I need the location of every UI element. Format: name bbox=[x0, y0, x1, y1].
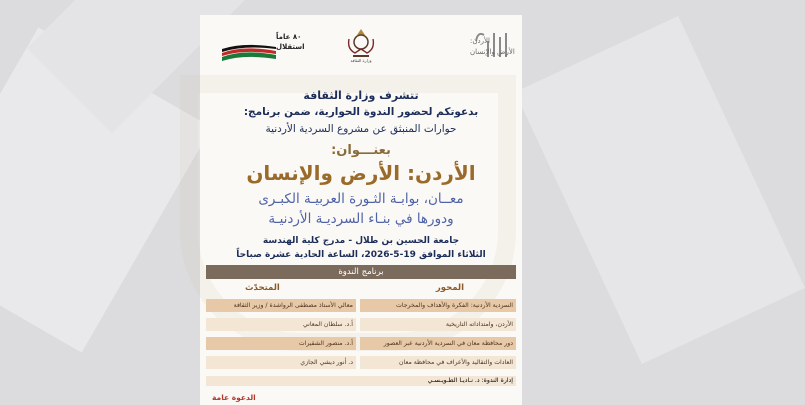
series-line: حوارات المنبثق عن مشروع السردية الأردنية bbox=[265, 123, 457, 135]
program-speaker-cell: معالي الأستاذ مصطفى الرواشدة / وزير الثقافة bbox=[206, 299, 356, 312]
program-axis-cell: السردية الأردنية: الفكرة والأهداف والمخرجات bbox=[360, 299, 516, 312]
logo-left-line1: ٨٠ عاماً bbox=[276, 33, 302, 41]
program-speaker-cell: أ.د. سلطان المعاني bbox=[206, 318, 356, 331]
speaker-column-header: المتحدّث bbox=[245, 283, 280, 293]
host-line: تتشرف وزارة الثقافة bbox=[303, 89, 419, 102]
event-datetime: الثلاثاء الموافق 19-5-2026، الساعة الحادية عشرة صباحاً bbox=[236, 250, 486, 260]
logo-left-line2: استقلال bbox=[276, 43, 305, 51]
background-shape bbox=[515, 16, 805, 364]
subtitle-line-1: معــان، بوابـة الثـورة العربيـة الكبـرى bbox=[258, 191, 464, 207]
titled-label: بعنـــوان: bbox=[331, 143, 391, 158]
moderator-row: إدارة الندوة: د. نـاديـا الطـويـسـي bbox=[206, 376, 516, 386]
emblem-caption: وزارة الثقافة bbox=[350, 58, 372, 63]
axis-column-header: المحور bbox=[435, 283, 464, 293]
program-axis-cell: العادات والتقاليد والأعراف في محافظة معان bbox=[360, 356, 516, 369]
program-axis-cell: دور محافظة معان في السردية الأردنية عبر العصور bbox=[360, 337, 516, 350]
invitation-poster bbox=[200, 15, 522, 405]
program-speaker-cell: أ.د. منصور الشقيرات bbox=[206, 337, 356, 350]
invitation-line: بدعوتكم لحضور الندوة الحوارية، ضمن برنامج: bbox=[243, 106, 479, 118]
program-axis-cell: الأردن، وامتداداته التاريخية bbox=[360, 318, 516, 331]
logo-right-line2: الأرض والإنسان bbox=[470, 48, 515, 56]
event-venue: جامعة الحسين بن طلال - مدرج كلية الهندسة bbox=[262, 236, 460, 246]
public-invitation-note: الدعوة عامة bbox=[212, 393, 256, 402]
program-speaker-cell: د. أنور ديشي الجازي bbox=[206, 356, 356, 369]
main-title: الأردن: الأرض والإنسان bbox=[246, 161, 476, 185]
jordan-land-and-people-logo bbox=[418, 27, 515, 61]
subtitle-line-2: ودورها في بنـاء السرديـة الأردنيـة bbox=[268, 211, 454, 227]
jordan-independence-logo bbox=[214, 27, 305, 63]
ministry-of-culture-emblem bbox=[343, 27, 379, 63]
logo-right-line1: الأردن: bbox=[470, 37, 490, 45]
program-heading: برنامج الندوة bbox=[206, 265, 516, 279]
